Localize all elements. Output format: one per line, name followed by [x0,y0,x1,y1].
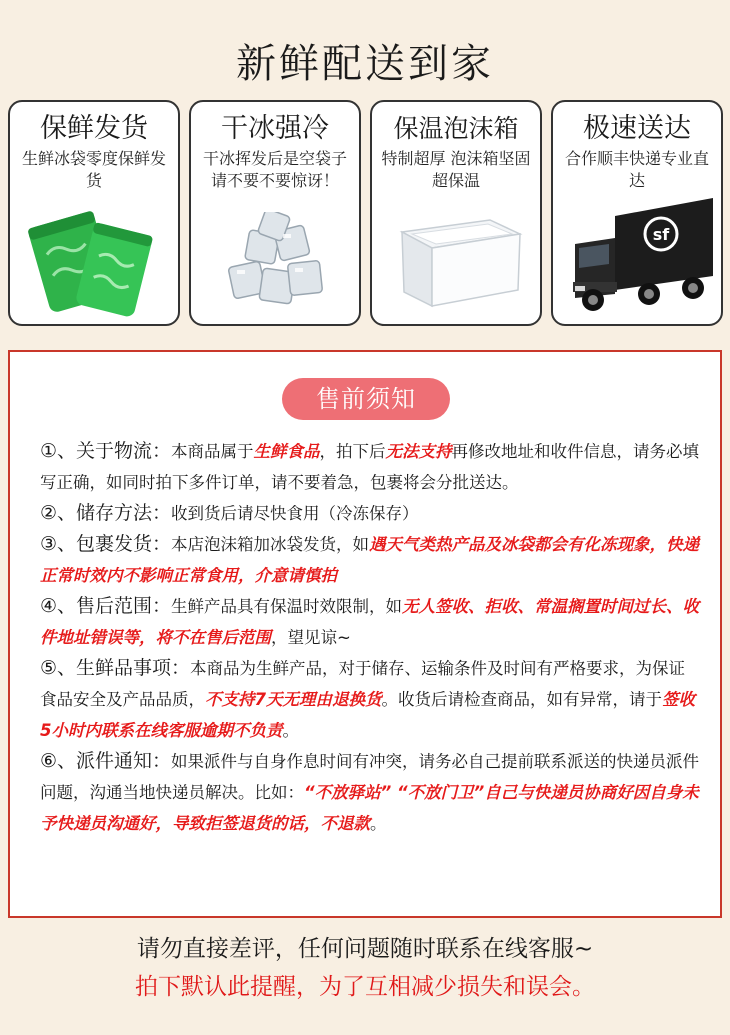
notice-highlight: “不放驿站” “不放门卫”自己与快递员协商好因自身未予快递员沟通好，导致拒签退货的话，不退款 [40,783,699,833]
notice-text: 收到货后请尽快食用（冷冻保存） [171,504,419,523]
notice-text: 本商品属于 [171,442,254,461]
notice-text: 再修改地址和收件信息，请务必填写正确，如同时拍下多件订单，请不要着急，包裹将会分批送达。 [40,442,700,492]
card-title: 极速送达 [583,113,691,144]
foam-box-icon [372,194,540,324]
notice-item [40,653,700,746]
notice-text: ，拍下后 [319,442,386,461]
notice-text: 如果派件与自身作息时间有冲突，请务必自己提前联系派送的快递员派件问题，沟通当地快递员解决。比如： [40,752,700,802]
feature-card-foam-box [370,100,542,326]
notice-text: 本店泡沫箱加冰袋发货，如 [171,535,370,554]
card-title: 保鲜发货 [40,113,148,144]
notice-highlight: 无人签收、拒收、常温搁置时间过长、收件地址错误等，将不在售后范围 [40,597,700,647]
notice-item [40,498,700,529]
notice-item-heading: ④、售后范围： [40,595,172,617]
notice-text: 。收货后请检查商品，如有异常，请于 [381,690,662,709]
footer-line-1: 请勿直接差评，任何问题随时联系在线客服~ [136,936,594,962]
card-description: 合作顺丰快递专业直达 [564,149,709,190]
notice-text: 。 [370,814,387,833]
card-title: 保温泡沫箱 [393,114,519,143]
feature-card-dry-ice [189,100,361,326]
notice-text: 生鲜产品具有保温时效限制，如 [171,597,403,616]
ice-cubes-icon [191,212,359,324]
notice-title: 售前须知 [282,378,450,420]
notice-item-heading: ③、包裹发货： [40,533,172,555]
footer [0,930,730,1006]
notice-item [40,529,700,591]
notice-item-heading: ⑤、生鲜品事项： [40,657,191,679]
notice-text: ，望见谅~ [271,628,351,647]
notice-item-heading: ⑥、派件通知： [40,750,172,772]
notice-item [40,591,700,653]
notice-item [40,746,700,839]
notice-text: 。 [282,721,299,740]
card-description: 特制超厚 泡沫箱坚固 超保温 [381,149,531,190]
notice-highlight: 无法支持 [385,442,452,461]
notice-body [40,436,700,839]
notice-highlight: 不支持7天无理由退换货 [205,690,382,709]
page-title: 新鲜配送到家 [236,41,494,87]
ice-pack-icon [10,194,178,324]
feature-cards [8,100,722,326]
pre-sale-notice [8,350,722,918]
footer-line-2: 拍下默认此提醒，为了互相减少损失和误会。 [135,974,595,1000]
feature-card-fresh-shipping [8,100,180,326]
notice-highlight: 签收5小时内联系在线客服逾期不负责 [40,690,695,740]
notice-text: 本商品为生鲜产品，对于储存、运输条件及时间有严格要求，为保证食品安全及产品品质， [40,659,686,709]
sf-logo: sf [652,225,670,244]
feature-card-express-delivery [551,100,723,326]
card-title: 干冰强冷 [221,113,329,144]
notice-item-heading: ①、关于物流： [40,440,172,462]
notice-item [40,436,700,498]
card-description: 生鲜冰袋零度保鲜发货 [21,149,166,190]
notice-item-heading: ②、储存方法： [40,502,172,524]
notice-highlight: 遇天气类热产品及冰袋都会有化冻现象，快递正常时效内不影响正常食用，介意请慎拍 [40,535,700,585]
notice-highlight: 生鲜食品 [253,442,320,461]
delivery-truck-icon [553,194,721,324]
card-description: 干冰挥发后是空袋子请不要不要惊讶！ [202,149,347,190]
